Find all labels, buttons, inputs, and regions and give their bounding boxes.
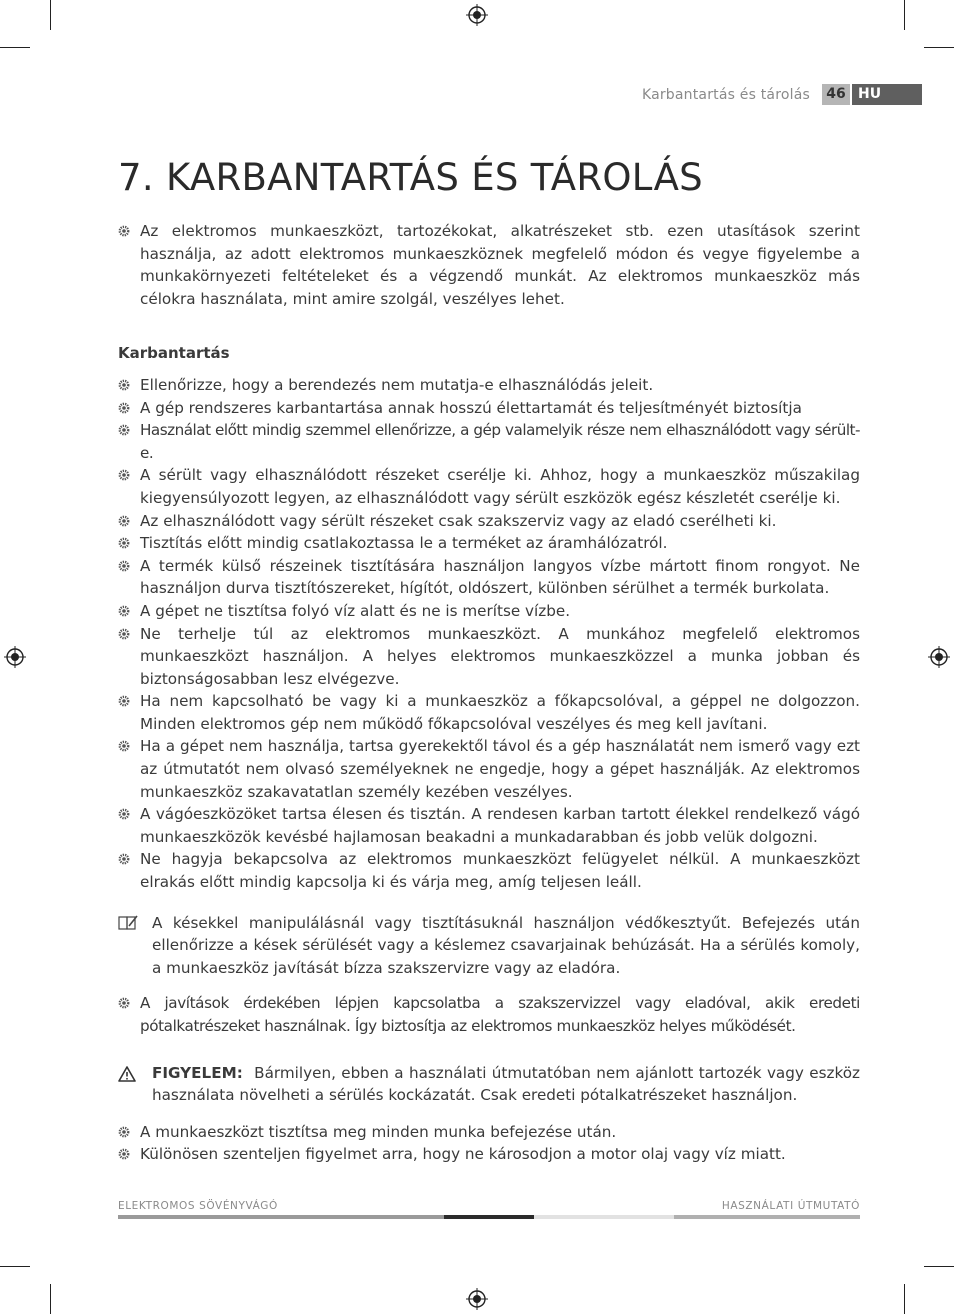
list-item-text: Ne terhelje túl az elektromos munkaeszközt. A munkához megfelelő elektromos munkaeszközt használjon. A helyes elektromos munkaeszközzel a munka jobban és biztonságosabban lesz elvégezve. xyxy=(140,624,860,688)
gear-bullet-icon xyxy=(118,424,130,436)
footer-product-name: ELEKTROMOS SÖVÉNYVÁGÓ xyxy=(118,1200,278,1212)
list-item xyxy=(118,374,860,397)
crop-mark xyxy=(50,0,51,30)
header-section-title: Karbantartás és tárolás xyxy=(641,86,810,103)
gear-bullet-icon xyxy=(118,469,130,481)
gear-bullet-icon xyxy=(118,225,130,237)
gear-bullet-icon xyxy=(118,515,130,527)
footer-divider xyxy=(534,1215,674,1219)
list-item xyxy=(118,1121,860,1144)
crop-mark xyxy=(0,1266,30,1267)
list-item xyxy=(118,1143,860,1166)
list-item-text: Használat előtt mindig szemmel ellenőrizze, a gép valamelyik része nem elhasználódott vagy sérült-e. xyxy=(140,421,860,462)
registration-mark-icon xyxy=(4,646,26,668)
list-item-text: Az elhasználódott vagy sérült részeket csak szakszerviz vagy az eladó cserélheti ki. xyxy=(140,511,777,530)
registration-mark-icon xyxy=(466,4,488,26)
list-item xyxy=(118,848,860,893)
gear-bullet-icon xyxy=(118,628,130,640)
intro-text: Az elektromos munkaeszközt, tartozékokat, alkatrészeket stb. ezen utasítások szerint használja, az adott elektromos munkaeszköznek megfelelő módon és vegye figyelembe a munkakörnyezeti feltételeket és a végzendő munkát. Az elektromos munkaeszköz más célokra használata, mint amire szolgál, veszélyes lehet. xyxy=(140,222,860,308)
list-item xyxy=(118,397,860,420)
crop-mark xyxy=(924,1266,954,1267)
list-item xyxy=(118,419,860,464)
warning-text: Bármilyen, ebben a használati útmutatóban nem ajánlott tartozék vagy eszköz használata növelheti a sérülés kockázatát. Csak eredeti pótalkatrészeket használjon. xyxy=(152,1063,861,1105)
list-item-text: A sérült vagy elhasználódott részeket cserélje ki. Ahhoz, hogy a munkaeszköz műszakilag kiegyensúlyozott legyen, az elhasználódott vagy sérült eszközök egész készletét cserélje ki. xyxy=(140,466,860,507)
warning-block xyxy=(118,1062,860,1107)
language-badge: HU xyxy=(852,84,922,105)
warning-label: FIGYELEM: xyxy=(152,1063,243,1082)
note-block xyxy=(118,912,860,980)
list-item-text: A gépet ne tisztítsa folyó víz alatt és ne is merítse vízbe. xyxy=(140,601,571,620)
list-item-text: Ha nem kapcsolható be vagy ki a munkaeszköz a főkapcsolóval, a géppel ne dolgozzon. Minden elektromos gép nem működő főkapcsolóval veszélyes és meg kell javítani. xyxy=(140,692,860,733)
gear-bullet-icon xyxy=(118,379,130,391)
list-item-text: Különösen szenteljen figyelmet arra, hogy ne károsodjon a motor olaj vagy víz miatt. xyxy=(140,1145,786,1164)
list-item xyxy=(118,555,860,600)
gear-bullet-icon xyxy=(118,695,130,707)
final-list xyxy=(118,1121,860,1166)
list-item-text: A gép rendszeres karbantartása annak hosszú élettartamát és teljesítményét biztosítja xyxy=(140,398,802,417)
maintenance-list xyxy=(118,374,860,894)
list-item-text: Tisztítás előtt mindig csatlakoztassa le a terméket az áramhálózatról. xyxy=(140,534,668,553)
list-item xyxy=(118,600,860,623)
crop-mark xyxy=(904,1284,905,1314)
page-title: 7. KARBANTARTÁS ÉS TÁROLÁS xyxy=(118,156,703,199)
book-note-icon xyxy=(118,915,138,931)
list-item-text: A vágóeszközöket tartsa élesen és tisztán. A rendesen karban tartott élekkel rendelkező vágó munkaeszközök kevésbé hajlamosan beakadni a munkadarabban és jobb velük dolgozni. xyxy=(140,805,860,846)
list-item xyxy=(118,464,860,509)
gear-bullet-icon xyxy=(118,560,130,572)
gear-bullet-icon xyxy=(118,402,130,414)
gear-bullet-icon xyxy=(118,740,130,752)
footer-divider xyxy=(118,1215,444,1219)
list-item-text: Ha a gépet nem használja, tartsa gyerekektől távol és a gép használatát nem ismerő vagy ezt az útmutatót nem olvasó személyeknek ne engedje, hogy a gépet használják. Az elektromos munkaeszköz szakavatatlan személy kezében veszélyes. xyxy=(140,737,860,801)
list-item xyxy=(118,623,860,691)
footer-document-type: HASZNÁLATI ÚTMUTATÓ xyxy=(721,1200,860,1212)
crop-mark xyxy=(924,47,954,48)
list-item-text: Ne hagyja bekapcsolva az elektromos munkaeszközt felügyelet nélkül. A munkaeszközt elrakás előtt mindig kapcsolja ki és várja meg, amíg teljesen leáll. xyxy=(140,850,860,892)
gear-bullet-icon xyxy=(118,537,130,549)
list-item xyxy=(118,735,860,803)
footer-divider xyxy=(444,1215,534,1219)
registration-mark-icon xyxy=(928,646,950,668)
repair-text: A javítások érdekében lépjen kapcsolatba a szakszervizzel vagy eladóval, akik eredeti pótalkatrészeket használnak. Így biztosítja az elektromos munkaeszköz helyes működését. xyxy=(140,994,860,1035)
crop-mark xyxy=(50,1284,51,1314)
note-text: A késekkel manipulálásnál vagy tisztításuknál használjon védőkesztyűt. Befejezés után ellenőrizze a kések sérülését vagy a késlemez csavarjainak behúzását. Ha a sérülés komoly, a munkaeszköz javítását bízza szakszervizre vagy az eladóra. xyxy=(152,913,860,977)
footer-divider xyxy=(674,1215,860,1219)
repair-item xyxy=(118,992,860,1037)
gear-bullet-icon xyxy=(118,808,130,820)
list-item-text: A munkaeszközt tisztítsa meg minden munka befejezése után. xyxy=(140,1122,617,1141)
list-item-text: A termék külső részeinek tisztítására használjon langyos vízbe mártott finom rongyot. Ne használjon durva tisztítószereket, hígítót, oldószert, különben sérülhet a termék burkolata. xyxy=(140,556,860,598)
page-header xyxy=(642,84,922,105)
gear-bullet-icon xyxy=(118,1126,130,1138)
main-content xyxy=(118,220,860,1166)
intro-item xyxy=(118,220,860,310)
list-item xyxy=(118,803,860,848)
gear-bullet-icon xyxy=(118,997,130,1009)
crop-mark xyxy=(904,0,905,30)
registration-mark-icon xyxy=(466,1288,488,1310)
gear-bullet-icon xyxy=(118,853,130,865)
list-item xyxy=(118,690,860,735)
page-number: 46 xyxy=(822,84,850,105)
gear-bullet-icon xyxy=(118,605,130,617)
warning-triangle-icon xyxy=(118,1066,136,1082)
list-item xyxy=(118,510,860,533)
list-item xyxy=(118,532,860,555)
maintenance-heading: Karbantartás xyxy=(118,344,230,363)
list-item-text: Ellenőrizze, hogy a berendezés nem mutatja-e elhasználódás jeleit. xyxy=(140,375,654,394)
gear-bullet-icon xyxy=(118,1148,130,1160)
crop-mark xyxy=(0,47,30,48)
